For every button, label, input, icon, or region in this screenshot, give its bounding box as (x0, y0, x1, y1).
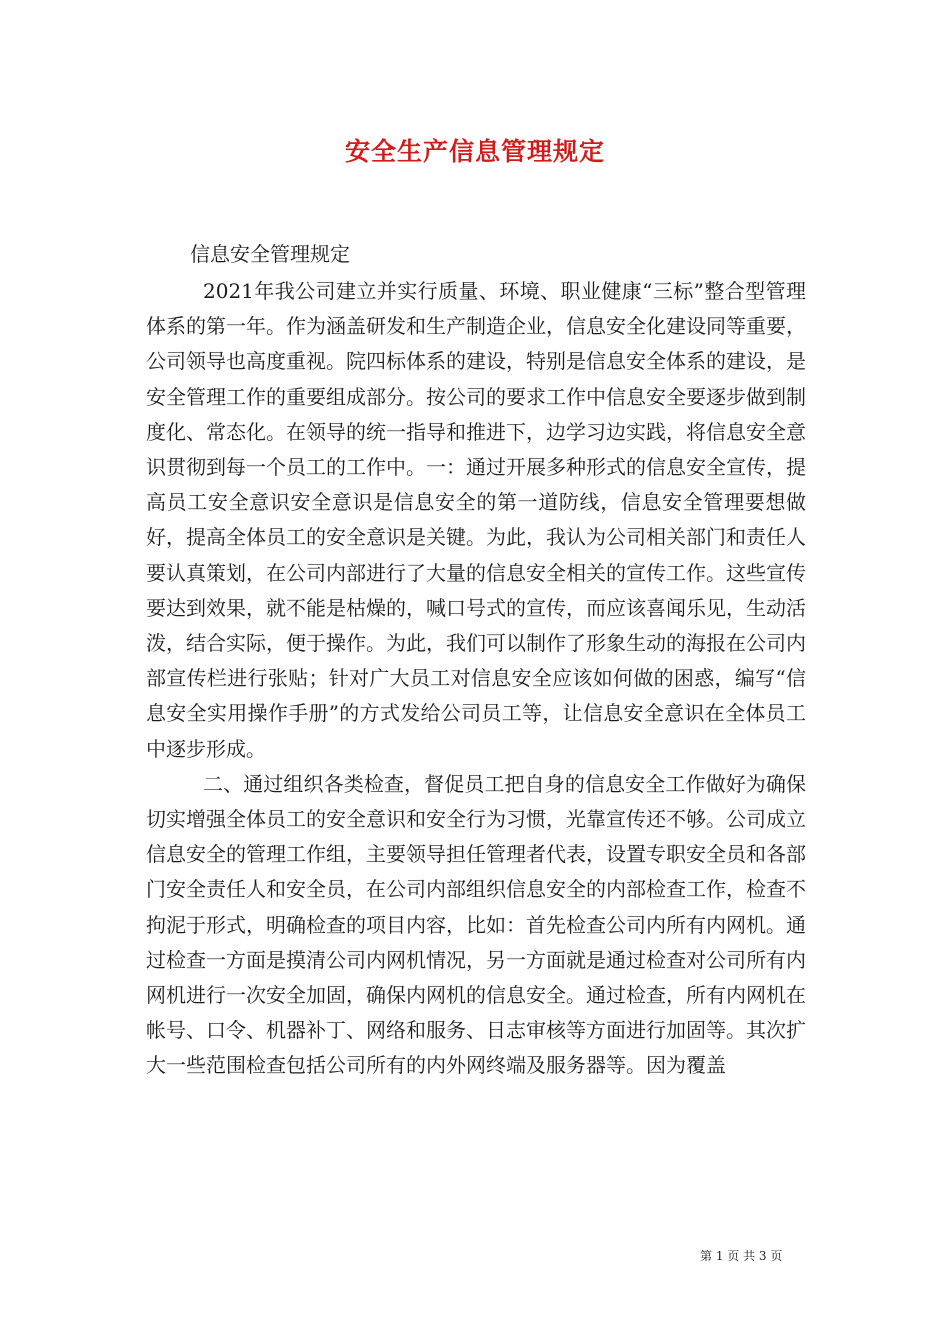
document-body (146, 274, 806, 1084)
document-title: 安全生产信息管理规定 (344, 137, 605, 166)
body-paragraph: 二、通过组织各类检查，督促员工把自身的信息安全工作做好为确保切实增强全体员工的安全意识和安全行为习惯，光靠宣传还不够。公司成立信息安全的管理工作组，主要领导担任管理者代表，设置专职安全员和各部门安全责任人和安全员，在公司内部组织信息安全的内部检查工作，检查不拘泥于形式，明确检查的项目内容，比如：首先检查公司内所有内网机。通过检查一方面是摸清公司内网机情况，另一方面就是通过检查对公司所有内网机进行一次安全加固，确保内网机的信息安全。通过检查，所有内网机在帐号、口令、机器补丁、网络和服务、日志审核等方面进行加固等。其次扩大一些范围检查包括公司所有的内外网终端及服务器等。因为覆盖 (146, 771, 806, 1078)
body-paragraph: 2021年我公司建立并实行质量、环境、职业健康“三标”整合型管理体系的第一年。作为涵盖研发和生产制造企业，信息安全化建设同等重要，公司领导也高度重视。院四标体系的建设，特别是信息安全体系的建设，是安全管理工作的重要组成部分。按公司的要求工作中信息安全要逐步做到制度化、常态化。在领导的统一指导和推进下，边学习边实践，将信息安全意识贯彻到每一个员工的工作中。一：通过开展多种形式的信息安全宣传，提高员工安全意识安全意识是信息安全的第一道防线，信息安全管理要想做好，提高全体员工的安全意识是关键。为此，我认为公司相关部门和责任人要认真策划，在公司内部进行了大量的信息安全相关的宣传工作。这些宣传要达到效果，就不能是枯燥的，喊口号式的宣传，而应该喜闻乐见，生动活泼，结合实际，便于操作。为此，我们可以制作了形象生动的海报在公司内部宣传栏进行张贴；针对广大员工对信息安全应该如何做的困惑，编写“信息安全实用操作手册”的方式发给公司员工等，让信息安全意识在全体员工中逐步形成。 (146, 279, 806, 761)
page-number: 第 1 页 共 3 页 (700, 1249, 783, 1263)
document-subtitle: 信息安全管理规定 (190, 242, 350, 266)
